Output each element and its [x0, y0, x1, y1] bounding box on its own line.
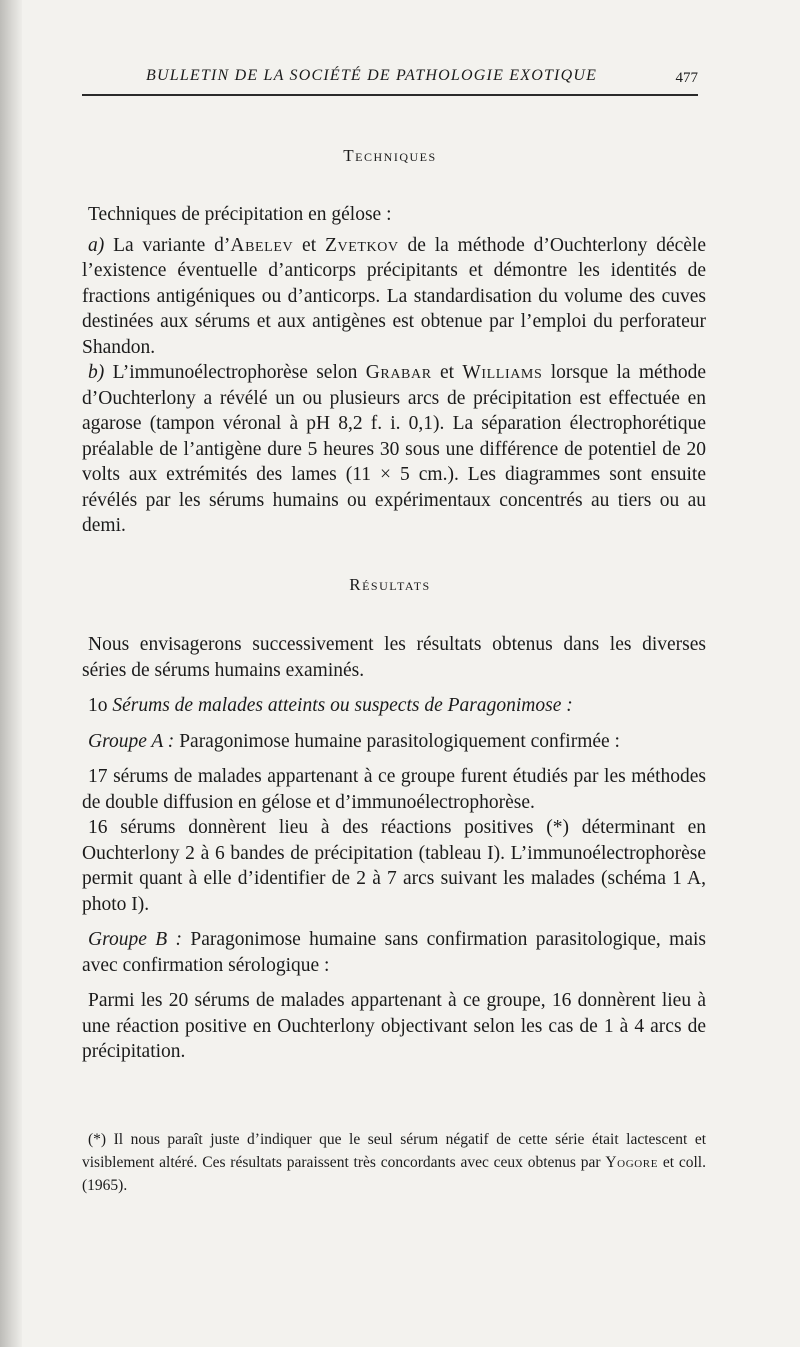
footnote — [82, 1128, 706, 1197]
author-grabar: Grabar — [365, 362, 432, 383]
groupe-a-16-sera: 16 sérums donnèrent lieu à des réactions positives (*) déterminant en Ouchterlony 2 à 6 bandes de précipitation (tableau I). L’immunoélectrophorèse permit quant à elle d’identifier de 2 à 7 arcs suivant les malades (schéma 1 A, photo I). — [82, 817, 706, 915]
header-rule — [82, 94, 698, 96]
section-heading-techniques: Techniques — [343, 146, 437, 165]
journal-title: BULLETIN DE LA SOCIÉTÉ DE PATHOLOGIE EXOTIQUE — [146, 67, 598, 84]
technique-a-marker: a) — [88, 234, 105, 256]
page-binding-edge — [0, 0, 22, 1347]
section-heading-resultats: Résultats — [349, 575, 431, 594]
author-williams: Williams — [462, 362, 543, 383]
item-1-title: Sérums de malades atteints ou suspects de Paragonimose : — [112, 695, 573, 716]
page-number: 477 — [675, 70, 698, 86]
item-1-number: 1o — [88, 695, 108, 716]
techniques-intro: Techniques de précipitation en gélose : — [88, 204, 392, 225]
groupe-a-label: Groupe A : — [88, 730, 175, 752]
technique-b-marker: b) — [88, 362, 105, 383]
groupe-b-20-sera: Parmi les 20 sérums de malades appartenant à ce groupe, 16 donnèrent lieu à une réaction positive en Ouchterlony objectivant selon les cas de 1 à 4 arcs de précipitation. — [82, 990, 706, 1062]
resultats-body — [82, 632, 706, 1065]
author-zvetkov: Zvetkov — [324, 234, 399, 256]
resultats-intro: Nous envisagerons successivement les résultats obtenus dans les diverses séries de sérums humains examinés. — [82, 634, 706, 681]
technique-a-paragraph: a) La variante d’Abelev et Zvetkov de la méthode d’Ouchterlony décèle l’existence éventuelle d’anticorps précipitants et démontre les identités de fractions antigéniques ou d’anticorps. La standardisation du volume des cuves destinées aux sérums et aux antigènes est obtenue par l’emploi du perforateur Shandon. — [82, 234, 707, 358]
footnote-text: (*) Il nous paraît juste d’indiquer que le seul sérum négatif de cette série était lactescent et visiblement altéré. Ces résultats paraissent très concordants avec ceux obtenus par Yogore et coll. (1965). — [82, 1131, 706, 1194]
groupe-a-17-sera: 17 sérums de malades appartenant à ce groupe furent étudiés par les méthodes de double diffusion en gélose et d’immunoélectrophorèse. — [82, 766, 706, 813]
author-yogore: Yogore — [605, 1154, 659, 1171]
technique-b-paragraph: b) L’immunoélectrophorèse selon Grabar et Williams lorsque la méthode d’Ouchterlony a révélé un ou plusieurs arcs de précipitation est effectuée en agarose (tampon véronal à pH 8,2 f. i. 0,1). La séparation électrophorétique préalable de l’antigène dure 5 heures 30 sous une différence de potentiel de 20 volts aux extrémités des lames (11 × 5 cm.). Les diagrammes sont ensuite révélés par les sérums humains ou expérimentaux concentrés au tiers ou au demi. — [82, 362, 707, 536]
running-header — [82, 64, 698, 92]
techniques-body — [82, 202, 706, 539]
groupe-b-label: Groupe B : — [88, 929, 182, 950]
author-abelev: Abelev — [230, 234, 294, 256]
groupe-a-heading: Groupe A : Paragonimose humaine parasitologiquement confirmée : — [88, 730, 620, 752]
item-1-heading — [82, 693, 706, 719]
groupe-b-heading: Groupe B : Paragonimose humaine sans confirmation parasitologique, mais avec confirmation sérologique : — [82, 929, 706, 976]
